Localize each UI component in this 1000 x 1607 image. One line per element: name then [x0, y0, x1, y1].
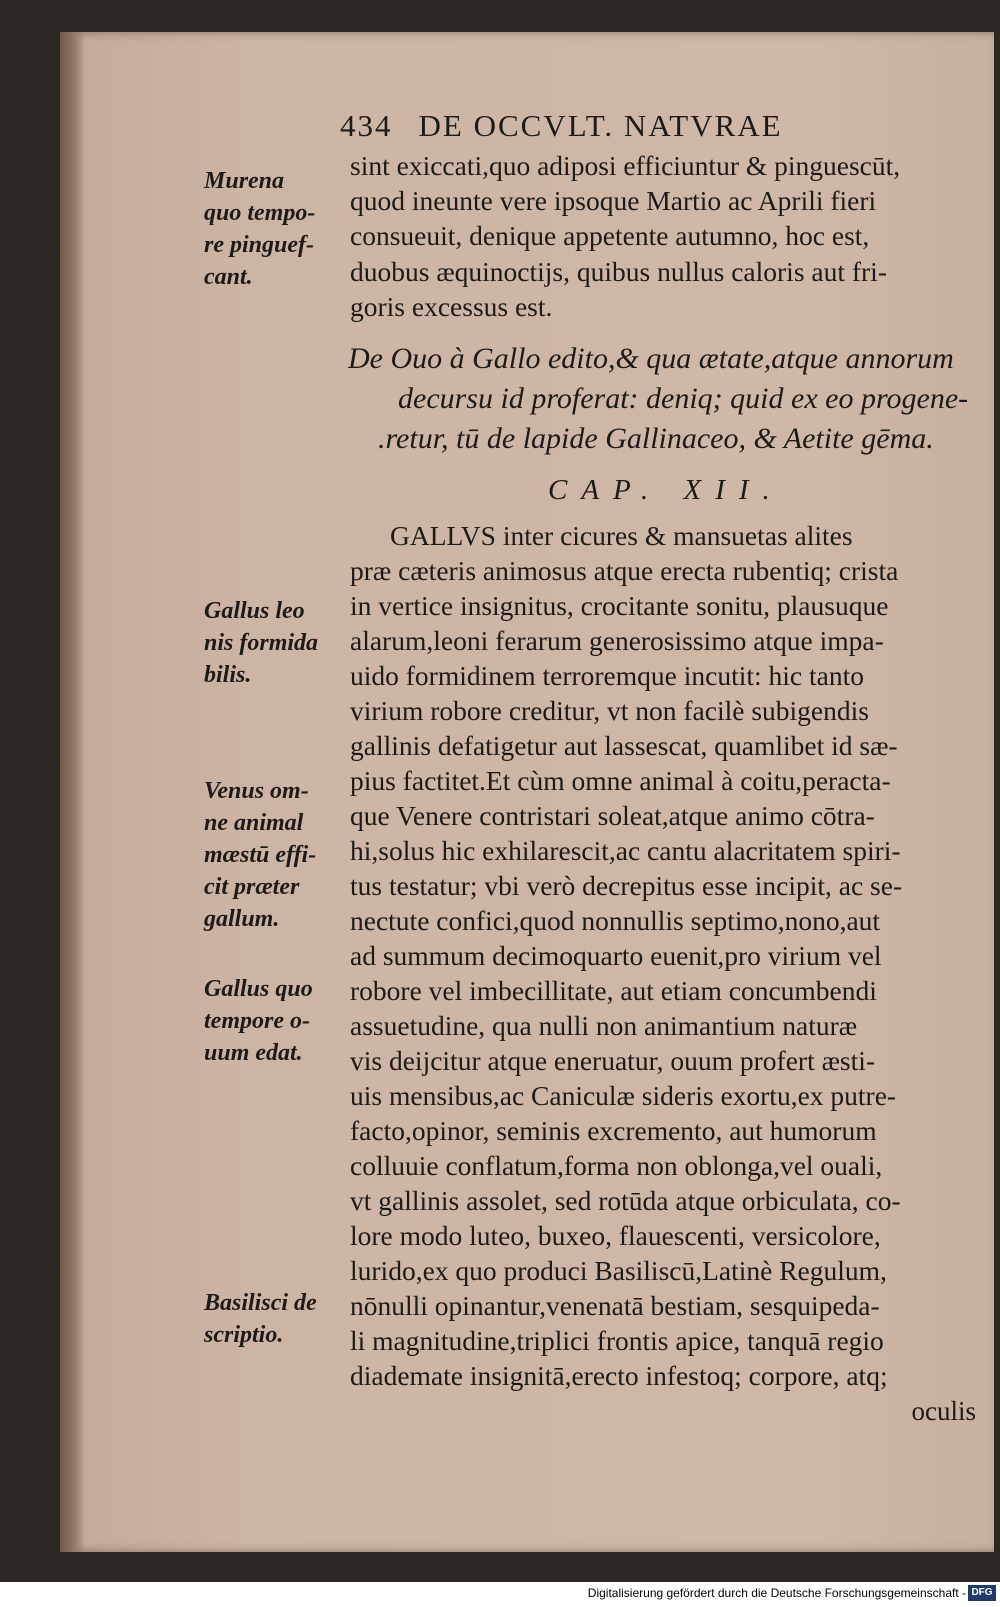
- text-line: uido formidinem terroremque incutit: hic tanto: [350, 660, 864, 691]
- marginal-note-line: gallum.: [204, 906, 280, 932]
- footer-credit: Digitalisierung gefördert durch die Deutsche Forschungsgemeinschaft -: [587, 1586, 966, 1600]
- page-number: 434: [340, 108, 393, 143]
- text-line: tus testatur; vbi verò decrepitus esse incipit, ac se-: [350, 870, 903, 901]
- text-line: consueuit, denique appetente autumno, hoc est,: [350, 220, 870, 251]
- chapter-heading-line: decursu id proferat: deniq; quid ex eo progene-: [398, 382, 969, 415]
- text-line: præ cæteris animosus atque erecta rubentiq; crista: [350, 555, 899, 586]
- text-line: diademate insignitā,erecto infestoq; corpore, atq;: [350, 1360, 888, 1391]
- text-line: que Venere contristari soleat,atque animo cōtra-: [350, 800, 875, 831]
- text-line: colluuie conflatum,forma non oblonga,vel ouali,: [350, 1150, 883, 1181]
- text-line: gallinis defatigetur aut lassescat, quamlibet id sæ-: [350, 730, 898, 761]
- chapter-heading-line: .retur, tū de lapide Gallinaceo, & Aetite gēma.: [378, 422, 934, 455]
- text-line: lurido,ex quo produci Basiliscū,Latinè Regulum,: [350, 1255, 887, 1286]
- marginal-note-line: mæstū effi-: [204, 842, 317, 868]
- marginal-note-line: nis formida: [204, 630, 319, 656]
- chapter-heading-line: De Ouo à Gallo edito,& qua ætate,atque annorum: [348, 342, 954, 375]
- running-title: DE OCCVLT. NATVRAE: [418, 108, 783, 143]
- text-line: hi,solus hic exhilarescit,ac cantu alacritatem spiri-: [350, 835, 901, 866]
- marginal-note-line: quo tempo-: [204, 200, 316, 226]
- marginal-note-line: cit præter: [204, 874, 300, 900]
- text-line: GALLVS inter cicures & mansuetas alites: [390, 520, 853, 551]
- text-line: alarum,leoni ferarum generosissimo atque impa-: [350, 625, 884, 656]
- text-line: vis deijcitur atque eneruatur, ouum profert æsti-: [350, 1045, 876, 1076]
- dfg-logo-icon: DFG: [968, 1585, 996, 1601]
- marginal-note-line: Murena: [204, 168, 285, 194]
- marginal-note-line: tempore o-: [204, 1008, 310, 1034]
- chapter-number: CAP. XII.: [548, 474, 784, 506]
- text-line: facto,opinor, seminis excremento, aut humorum: [350, 1115, 877, 1146]
- text-line: nectute confici,quod nonnullis septimo,nono,aut: [350, 905, 881, 936]
- marginal-note-line: bilis.: [204, 662, 252, 688]
- text-line: li magnitudine,triplici frontis apice, tanquā regio: [350, 1325, 884, 1356]
- text-line: virium robore creditur, vt non facilè subigendis: [350, 695, 869, 726]
- text-line: assuetudine, qua nulli non animantium naturæ: [350, 1010, 858, 1041]
- text-line: nōnulli opinantur,venenatā bestiam, sesquipeda-: [350, 1290, 880, 1321]
- text-line: vt gallinis assolet, sed rotūda atque orbiculata, co-: [350, 1185, 901, 1216]
- marginal-note-line: Basilisci de: [204, 1290, 317, 1316]
- text-line: ad summum decimoquarto euenit,pro virium vel: [350, 940, 882, 971]
- text-line: lore modo luteo, buxeo, flauescenti, versicolore,: [350, 1220, 881, 1251]
- text-line: pius factitet.Et cùm omne animal à coitu,peracta-: [350, 765, 891, 796]
- marginal-note-line: Gallus quo: [204, 976, 313, 1002]
- text-line: in vertice insignitus, crocitante sonitu, plausuque: [350, 590, 889, 621]
- text-line: goris excessus est.: [350, 291, 553, 322]
- text-line: sint exiccati,quo adiposi efficiuntur & pinguescūt,: [350, 150, 901, 181]
- text-line: quod ineunte vere ipsoque Martio ac Aprili fieri: [350, 185, 877, 216]
- marginal-note-line: re pinguef-: [204, 232, 314, 258]
- marginal-note-line: cant.: [204, 264, 253, 290]
- marginal-note-line: Gallus leo: [204, 598, 305, 624]
- marginal-note-line: scriptio.: [204, 1322, 284, 1348]
- text-line: robore vel imbecillitate, aut etiam concumbendi: [350, 975, 877, 1006]
- text-line: uis mensibus,ac Caniculæ sideris exortu,ex putre-: [350, 1080, 897, 1111]
- catchword: oculis: [911, 1396, 976, 1426]
- digitization-footer: [0, 1582, 1000, 1607]
- running-head: [340, 108, 783, 144]
- text-line: duobus æquinoctijs, quibus nullus caloris aut fri-: [350, 256, 887, 287]
- page-spine-shadow: [60, 32, 84, 1552]
- marginal-note-line: Venus om-: [204, 778, 309, 804]
- marginal-note-line: uum edat.: [204, 1040, 303, 1066]
- marginal-note-line: ne animal: [204, 810, 304, 836]
